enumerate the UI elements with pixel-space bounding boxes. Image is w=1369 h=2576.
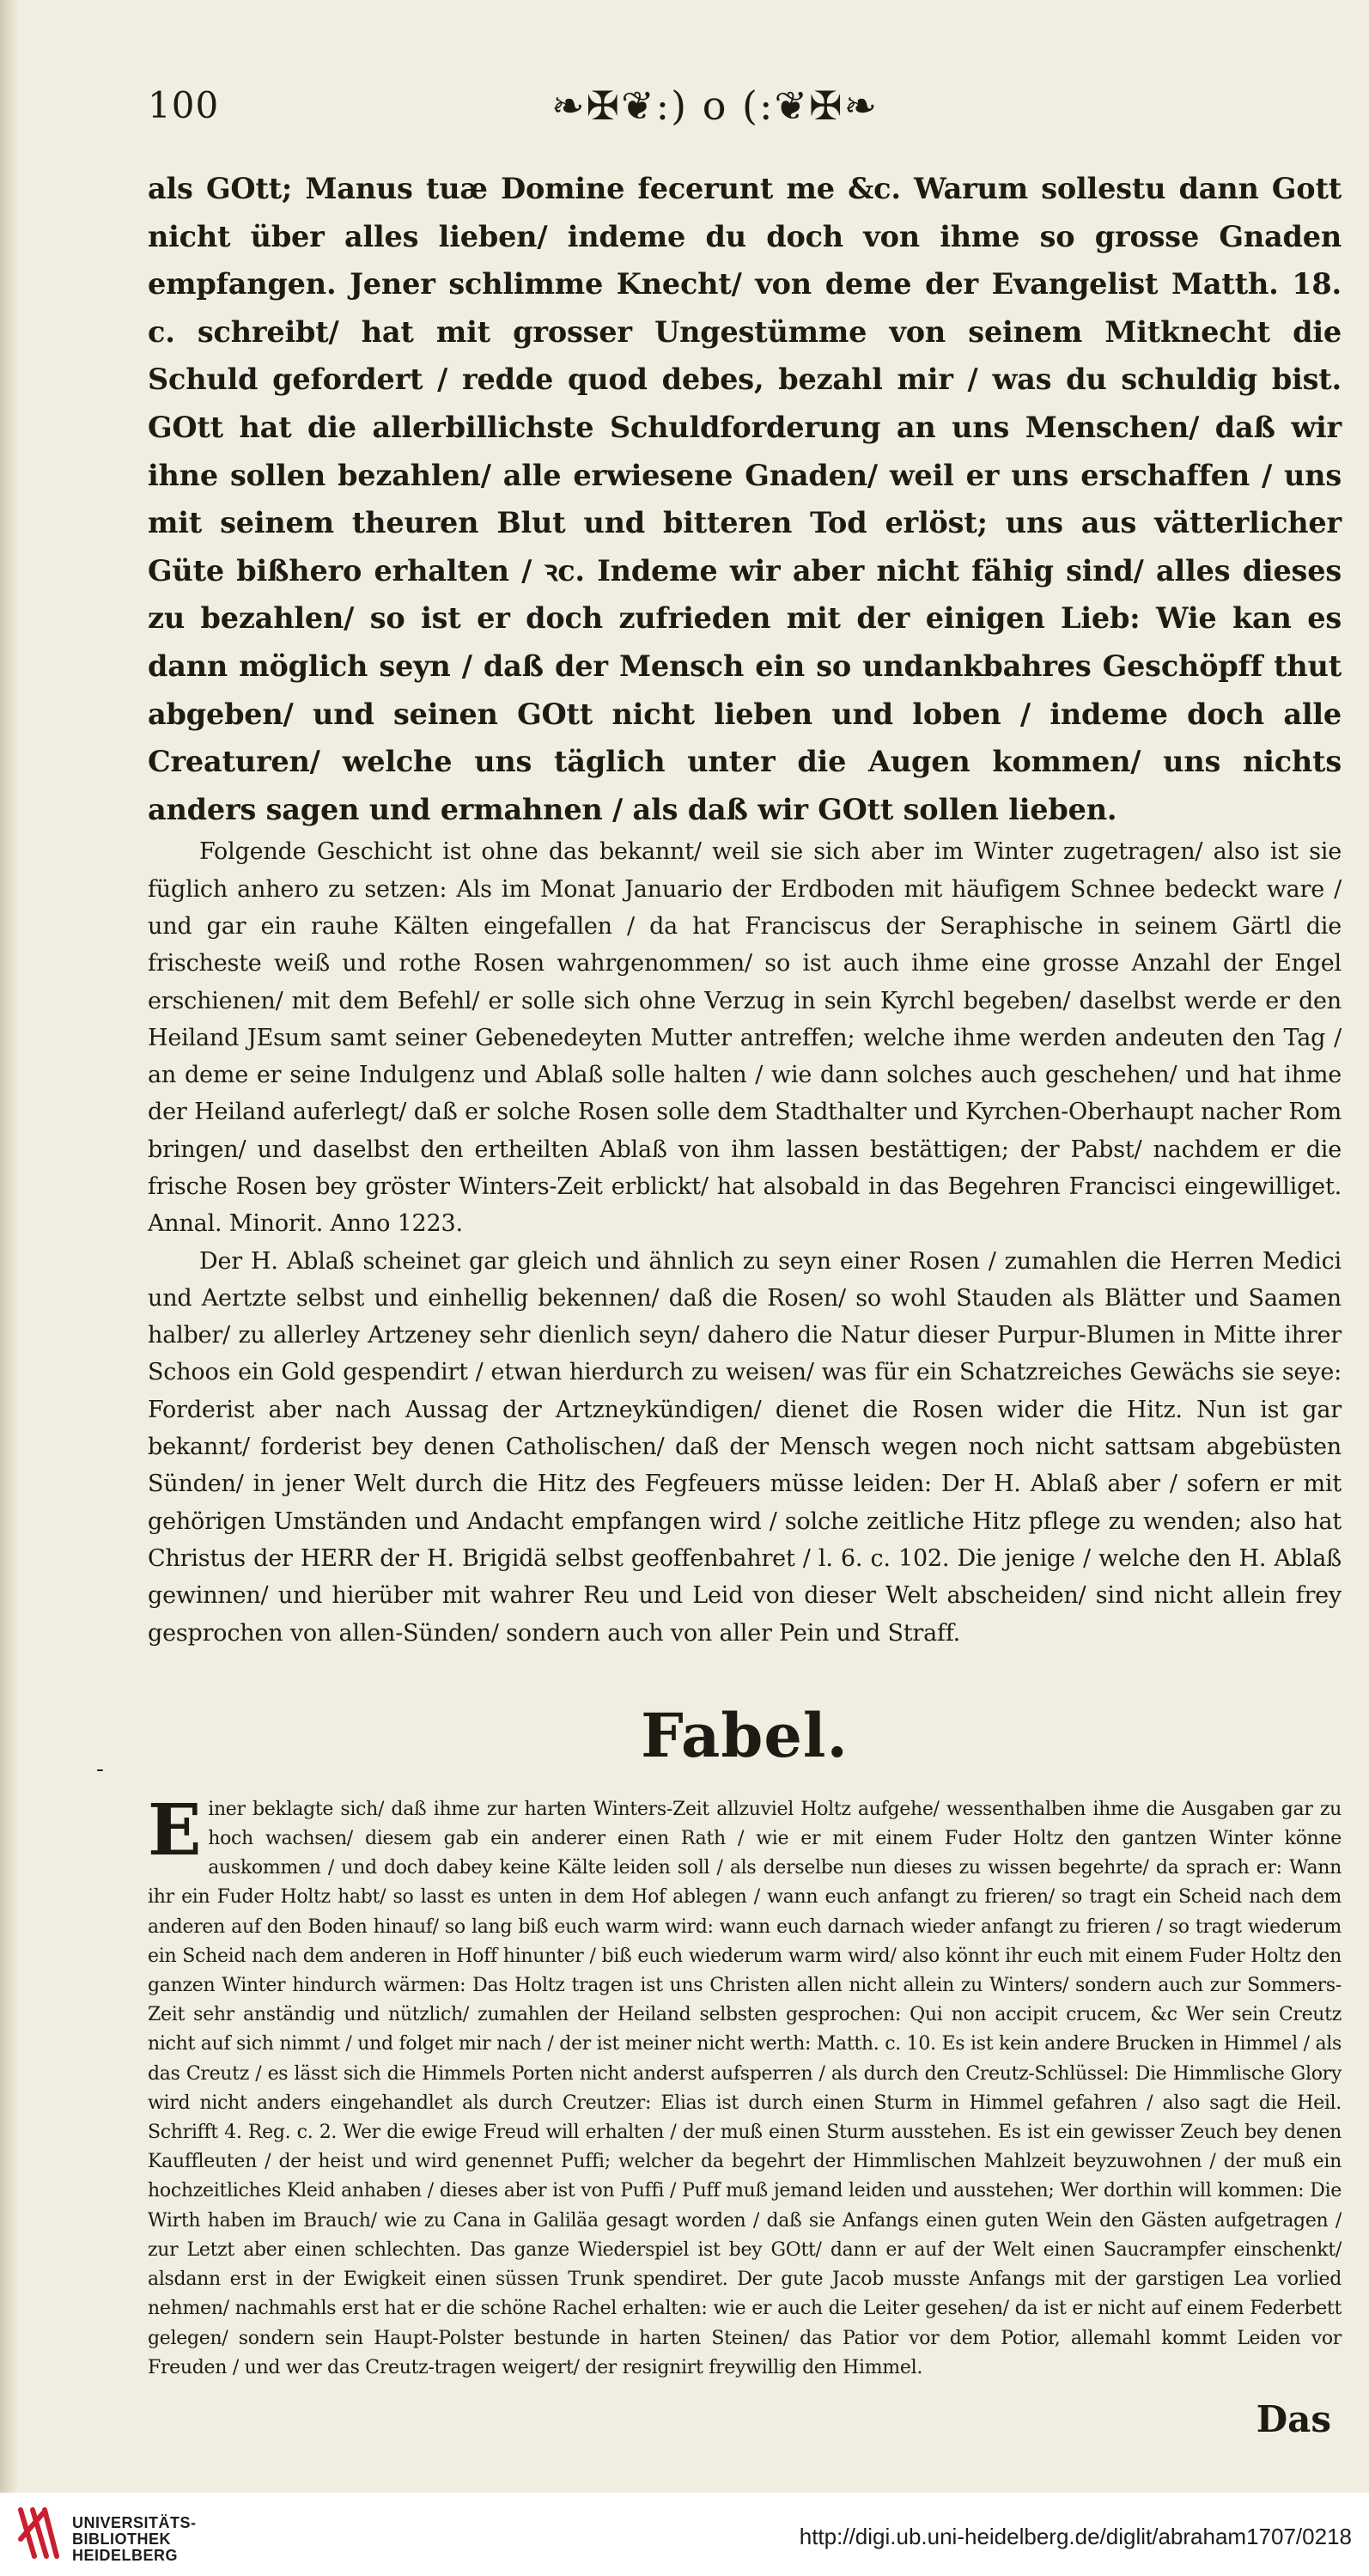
story-paragraph: Folgende Geschicht ist ohne das bekannt/ weil sie sich aber im Winter zugetragen/ also ist sie füglich anhero zu setzen: Als im Monat Januario der Erdboden mit häufigem Schnee bedeckt ware / und gar ein rauhe Kälten eingefallen / da hat Franciscus der Seraphische in seinem Gärtl die frischeste weiß und rothe Rosen wahrgenommen/ so ist auch ihme eine grosse Anzahl der Engel erschienen/ mit dem Befehl/ er solle sich ohne Verzug in sein Kyrchl begeben/ daselbst werde er den Heiland JEsum samt seiner Gebenedeyten Mutter antreffen; welche ihme werden andeuten den Tag / an deme er seine Indulgenz und Ablaß solle halten / wie dann solches auch geschehen/ und hat ihme der Heiland auferlegt/ daß er solche Rosen solle dem Stadthalter und Kyrchen-Oberhaupt nacher Rom bringen/ und daselbst den ertheilten Ablaß von ihm lassen bestättigen; der Pabst/ nachdem er die frische Rosen bey gröster Winters-Zeit erblickt/ hat alsobald in das Begehren Francisci eingewilliget. Annal. Minorit. Anno 1223. [148, 838, 1342, 1238]
page-content [148, 81, 1342, 2477]
catchword: Das [1256, 2398, 1331, 2440]
fable-paragraph [148, 1788, 1342, 2383]
library-name-line: BIBLIOTHEK [72, 2530, 171, 2548]
library-name-line: HEIDELBERG [72, 2547, 179, 2564]
footer-bar [0, 2493, 1369, 2576]
source-url-link[interactable]: http://digi.ub.uni-heidelberg.de/diglit/abraham1707/0218 [799, 2524, 1352, 2549]
library-logo-icon [17, 2505, 60, 2561]
story-section [148, 833, 1342, 1652]
margin-mark: - [96, 1757, 104, 1782]
library-name [72, 2515, 197, 2564]
drop-cap-initial: E [148, 1788, 202, 1872]
library-name-line: UNIVERSITÄTS- [72, 2514, 197, 2531]
fable-body: iner beklagte sich/ daß ihme zur harten Winters-Zeit allzuviel Holtz aufgehe/ wessenthalben ihme die Ausgaben gar zu hoch wachsen/ diesem gab ein anderer einen Rath / wie er mit einem Fuder Holtz den gantzen Winter könne auskommen / und doch dabey keine Kälte leiden soll / als derselbe nun dieses zu wissen begehrte/ da sprach er: Wann ihr ein Fuder Holtz habt/ so lasst es unten in dem Hof ablegen / wann euch anfangt zu frieren/ so tragt ein Scheid nach dem anderen auf den Boden hinauf/ so lang biß euch warm wird: wann euch darnach wieder anfangt zu frieren / so tragt wiederum ein Scheid nach dem anderen in Hoff hinunter / biß euch wiederum warm wird/ also könnt ihr euch mit einem Fuder Holtz den ganzen Winter hindurch wärmen: Das Holtz tragen ist uns Christen allen nicht allein zu Winters/ sondern auch zur Sommers-Zeit sehr anständig und nützlich/ zumahlen der Heiland selbsten gesprochen: Qui non accipit crucem, &c Wer sein Creutz nicht auf sich nimmt / und folget mir nach / der ist meiner nicht werth: Matth. c. 10. Es ist kein andere Brucken in Himmel / als das Creutz / es lässt sich die Himmels Porten nicht anderst aufsperren / als durch den Creutz-Schlüssel: Die Himmlische Glory wird nicht anders eingehandlet als durch Creutzer: Elias ist durch einen Sturm in Himmel gefahren / also sagt die Heil. Schrifft 4. Reg. c. 2. Wer die ewige Freud will erhalten / der muß einen Sturm ausstehen. Es ist ein gewisser Zeuch bey denen Kauffleuten / der heist und wird genennet Puffi; welcher da begehrt der Himmlischen Mahlzeit beyzuwohnen / der muß ein hochzeitliches Kleid anhaben / dieses aber ist von Puffi / Puff muß jemand leiden und ausstehen; Wer dorthin will kommen: Die Wirth haben im Brauch/ wie zu Cana in Galiläa gesagt worden / daß sie Anfangs einen guten Wein den Gästen aufgetragen / zur Letzt aber einen schlechten. Das ganze Wiederspiel ist bey GOtt/ dann er auf der Welt einen Saucrampfer einschenkt/ alsdann erst in der Ewigkeit einen süssen Trunk spendiret. Der gute Jacob musste Anfangs mit der garstigen Lea vorlied nehmen/ nachmahls erst hat er die schöne Rachel erhalten: wie er auch die Leiter gesehen/ da ist er nicht auf einem Federbett gelegen/ sondern sein Haupt-Polster bestunde in harten Steinen/ das Patior vor dem Potior, allemahl kommt Leiden vor Freuden / und wer das Creutz-tragen weigert/ der resignirt freywillig den Himmel. [148, 1798, 1342, 2378]
story-paragraph: Der H. Ablaß scheinet gar gleich und ähnlich zu seyn einer Rosen / zumahlen die Herren Medici und Aertzte selbst und einhellig bekennen/ daß die Rosen/ so wohl Stauden als Blätter und Saamen halber/ zu allerley Artzeney sehr dienlich seyn/ dahero die Natur dieser Purpur-Blumen in Mitte ihrer Schoos ein Gold gespendirt / etwan hierdurch zu weisen/ was für ein Schatzreiches Gewächs sie seye: Forderist aber nach Aussag der Artzneykündigen/ dienet die Rosen wider die Hitz. Nun ist gar bekannt/ forderist bey denen Catholischen/ daß der Mensch wegen noch nicht sattsam abgebüsten Sünden/ in jener Welt durch die Hitz des Fegfeuers müsse leiden: Der H. Ablaß aber / sofern er mit gehörigen Umständen und Andacht empfangen wird / solche zeitliche Hitz pflege zu wenden; also hat Christus der HERR der H. Brigidä selbst geoffenbahret / l. 6. c. 102. Die jenige / welche den H. Ablaß gewinnen/ und hierüber mit wahrer Reu und Leid von dieser Welt abscheiden/ sind nicht allein frey gesprochen von allen-Sünden/ sondern auch von aller Pein und Straff. [148, 1247, 1342, 1647]
page-number: 100 [148, 84, 220, 126]
running-head [148, 81, 1342, 149]
header-ornament: ❧✠❦:) o (:❦✠❧ [551, 82, 879, 129]
logo-shapes [21, 2510, 57, 2556]
fable-heading: Fabel. [641, 1699, 849, 1771]
main-paragraph: als GOtt; Manus tuæ Domine fecerunt me &c. Warum sollestu dann Gott nicht über alles lieben/ indeme du doch von ihme so grosse Gnaden empfangen. Jener schlimme Knecht/ von deme der Evangelist Matth. 18. c. schreibt/ hat mit grosser Ungestümme von seinem Mitknecht die Schuld gefordert / redde quod debes, bezahl mir / was du schuldig bist. GOtt hat die allerbillichste Schuldforderung an uns Menschen/ daß wir ihne sollen bezahlen/ alle erwiesene Gnaden/ weil er uns erschaffen / uns mit seinem theuren Blut und bitteren Tod erlöst; uns aus vätterlicher Güte bißhero erhalten / ꝛc. Indeme wir aber nicht fähig sind/ alles dieses zu bezahlen/ so ist er doch zufrieden mit der einigen Lieb: Wie kan es dann möglich seyn / daß der Mensch ein so undankbahres Geschöpff thut abgeben/ und seinen GOtt nicht lieben und loben / indeme doch alle Creaturen/ welche uns täglich unter die Augen kommen/ uns nichts anders sagen und ermahnen / als daß wir GOtt sollen lieben. [148, 172, 1342, 826]
